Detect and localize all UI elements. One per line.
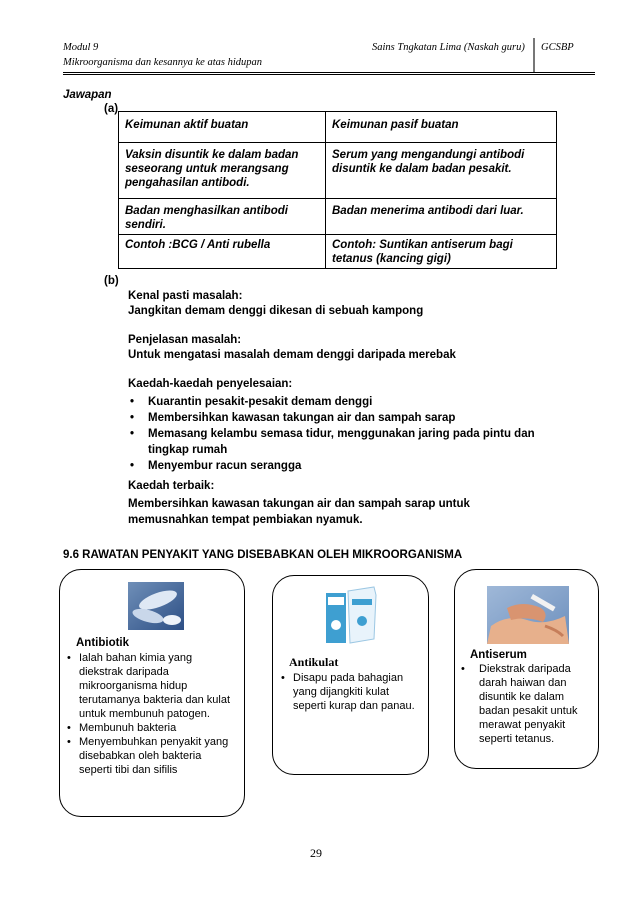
table-header-row [119, 112, 557, 143]
best-text: Membersihkan kawasan takungan air dan sampah sarap untuk memusnahkan tempat pembiakan nyamuk. [128, 498, 470, 526]
list-item: • Kuarantin pesakit-pesakit demam denggi [130, 396, 373, 408]
list-item: • Membersihkan kawasan takungan air dan sampah sarap [130, 412, 456, 424]
school-code: GCSBP [541, 42, 574, 53]
list-item: • Membunuh bakteria [67, 722, 177, 734]
table-cell: Contoh: Suntikan antiserum bagi tetanus (kancing gigi) [326, 235, 557, 269]
header-rule [63, 72, 595, 73]
antiserum-injection-image [487, 586, 569, 644]
table-row [119, 143, 557, 199]
immunity-table [118, 111, 557, 269]
explain-title: Penjelasan masalah: [128, 334, 242, 346]
antibiotic-list [67, 651, 237, 777]
methods-list [128, 394, 558, 474]
identify-title: Kenal pasti masalah: [128, 290, 243, 302]
module-subtitle: Mikroorganisma dan kesannya ke atas hidupan [63, 57, 262, 68]
antiserum-list [461, 662, 591, 746]
table-header-cell: Keimunan aktif buatan [119, 112, 326, 143]
table-cell: Badan menghasilkan antibodi sendiri. [119, 199, 326, 235]
section-title: 9.6 RAWATAN PENYAKIT YANG DISEBABKAN OLEH MIKROORGANISMA [63, 549, 463, 561]
antibiotic-pills-image [128, 582, 184, 630]
part-a-label: (a) [104, 103, 119, 115]
answer-heading: Jawapan [63, 89, 112, 101]
book-title: Sains Tngkatan Lima (Naskah guru) [372, 42, 525, 53]
table-header-cell: Keimunan pasif buatan [326, 112, 557, 143]
antibiotic-title: Antibiotik [76, 637, 130, 649]
table-cell: Vaksin disuntik ke dalam badan seseorang untuk merangsang pengahasilan antibodi. [119, 143, 326, 199]
list-item: • Diekstrak daripada darah haiwan dan disuntik ke dalam badan pesakit untuk merawat penyakit seperti tetanus. [461, 663, 578, 745]
explain-text: Untuk mengatasi masalah demam denggi daripada merebak [128, 349, 456, 361]
antiserum-title: Antiserum [470, 649, 527, 661]
identify-text: Jangkitan demam denggi dikesan di sebuah kampong [128, 305, 424, 317]
page-number: 29 [310, 846, 322, 860]
table-row [119, 235, 557, 269]
best-title: Kaedah terbaik: [128, 480, 215, 492]
module-label: Modul 9 [63, 42, 99, 53]
list-item: • Menyembur racun serangga [130, 460, 302, 472]
list-item: • Memasang kelambu semasa tidur, menggunakan jaring pada pintu dan tingkap rumah [130, 428, 535, 456]
header-separator [533, 38, 535, 72]
methods-title: Kaedah-kaedah penyelesaian: [128, 378, 293, 390]
antifungal-cream-image [322, 585, 380, 647]
antifungal-title: Antikulat [289, 655, 339, 669]
list-item: • Disapu pada bahagian yang dijangkiti kulat seperti kurap dan panau. [281, 672, 415, 712]
list-item: • Menyembuhkan penyakit yang disebabkan oleh bakteria seperti tibi dan sifilis [67, 736, 229, 776]
list-item: • Ialah bahan kimia yang diekstrak daripada mikroorganisma hidup terutamanya bakteria dan kulat untuk membunuh patogen. [67, 652, 231, 720]
table-cell: Serum yang mengandungi antibodi disuntik ke dalam badan pesakit. [326, 143, 557, 199]
table-cell: Contoh :BCG / Anti rubella [119, 235, 326, 269]
header-rule-2 [63, 74, 595, 75]
table-cell: Badan menerima antibodi dari luar. [326, 199, 557, 235]
part-b-label: (b) [104, 275, 119, 287]
antifungal-list [281, 671, 421, 713]
table-row [119, 199, 557, 235]
